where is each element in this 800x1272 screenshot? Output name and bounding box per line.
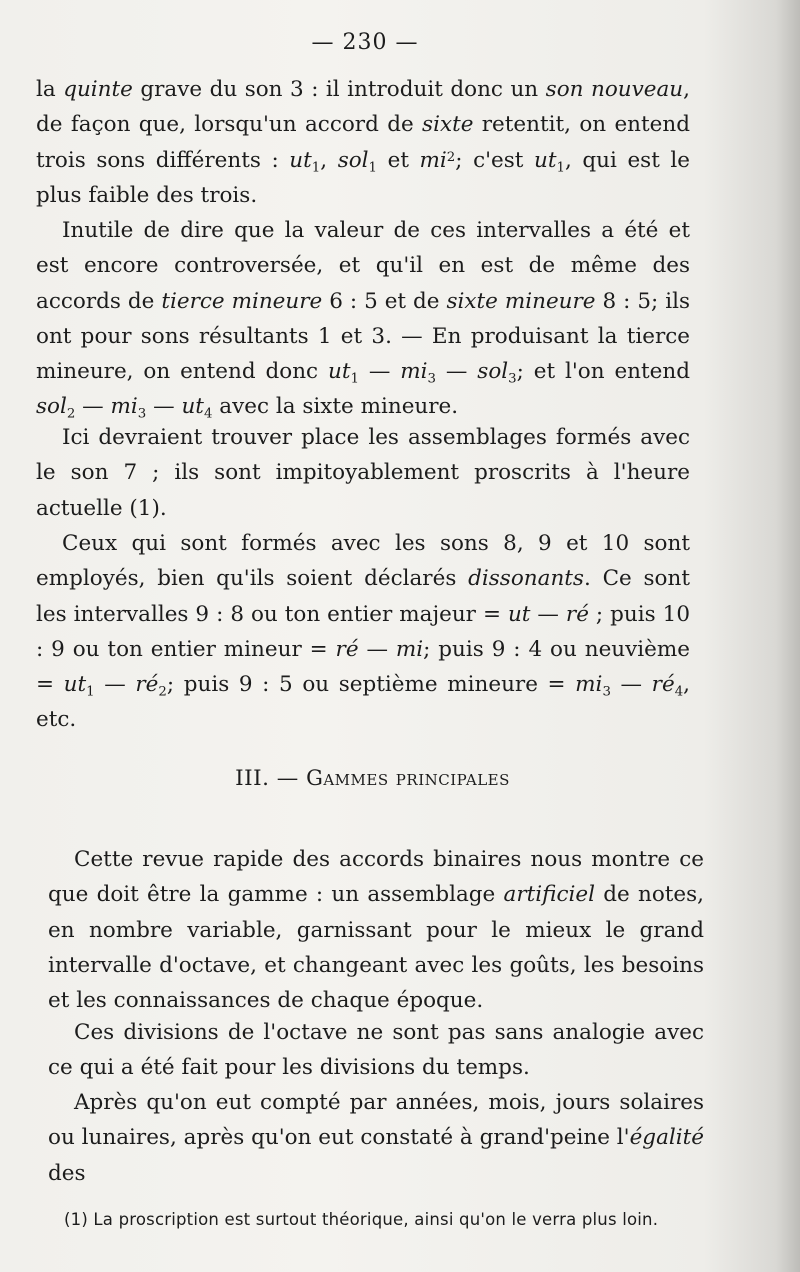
paragraph-3: Ici devraient trouver place les assemblages formés avec le son 7 ; ils sont impitoyablement proscrits à l'heure actuelle (1). (36, 425, 690, 521)
page-number: — 230 — (311, 30, 419, 55)
paragraph-6: Ces divisions de l'octave ne sont pas sans analogie avec ce qui a été fait pour les divisions du temps. (48, 1020, 704, 1081)
paragraph-7: Après qu'on eut compté par années, mois, jours solaires ou lunaires, après qu'on eut constaté à grand'peine l'égalité des (48, 1090, 704, 1186)
section-title: Gammes principales (306, 766, 510, 790)
section-heading: III. — Gammes principales (235, 766, 510, 791)
paragraph-1: la quinte grave du son 3 : il introduit donc un son nouveau, de façon que, lorsqu'un accord de sixte retentit, on entend trois sons différents : $ut_1$, sol$_1$ et $mi^2$; c'est $ut_1$, qui est le plus faible des trois. (36, 77, 691, 208)
footnote: (1) La proscription est surtout théorique, ainsi qu'on le verra plus loin. (64, 1210, 659, 1229)
paragraph-5: Cette revue rapide des accords binaires nous montre ce que doit être la gamme : un assemblage artificiel de notes, en nombre variable, garnissant pour le mieux le grand intervalle d'octave, et changeant avec les goûts, les besoins et les connaissances de chaque époque. (48, 847, 704, 1014)
paragraph-4: Ceux qui sont formés avec les sons 8, 9 et 10 sont employés, bien qu'ils soient déclarés dissonants. Ce sont les intervalles 9 : 8 ou ton entier majeur = ut — ré ; puis 10 : 9 ou ton entier mineur = ré — mi; puis 9 : 4 ou neuvième = $ut_1$ — $ré_2$; puis 9 : 5 ou septième mineure = $mi_3$ — $ré_4$, etc. (36, 531, 691, 733)
paragraph-2: Inutile de dire que la valeur de ces intervalles a été et est encore controversée, et qu'il en est de même des accords de tierce mineure 6 : 5 et de sixte mineure 8 : 5; ils ont pour sons résultants 1 et 3. — En produisant la tierce mineure, on entend donc $ut_1$ — $mi_3$ — sol$_3$; et l'on entend sol$_2$ — $mi_3$ — $ut_4$ avec la sixte mineure. (36, 218, 691, 423)
